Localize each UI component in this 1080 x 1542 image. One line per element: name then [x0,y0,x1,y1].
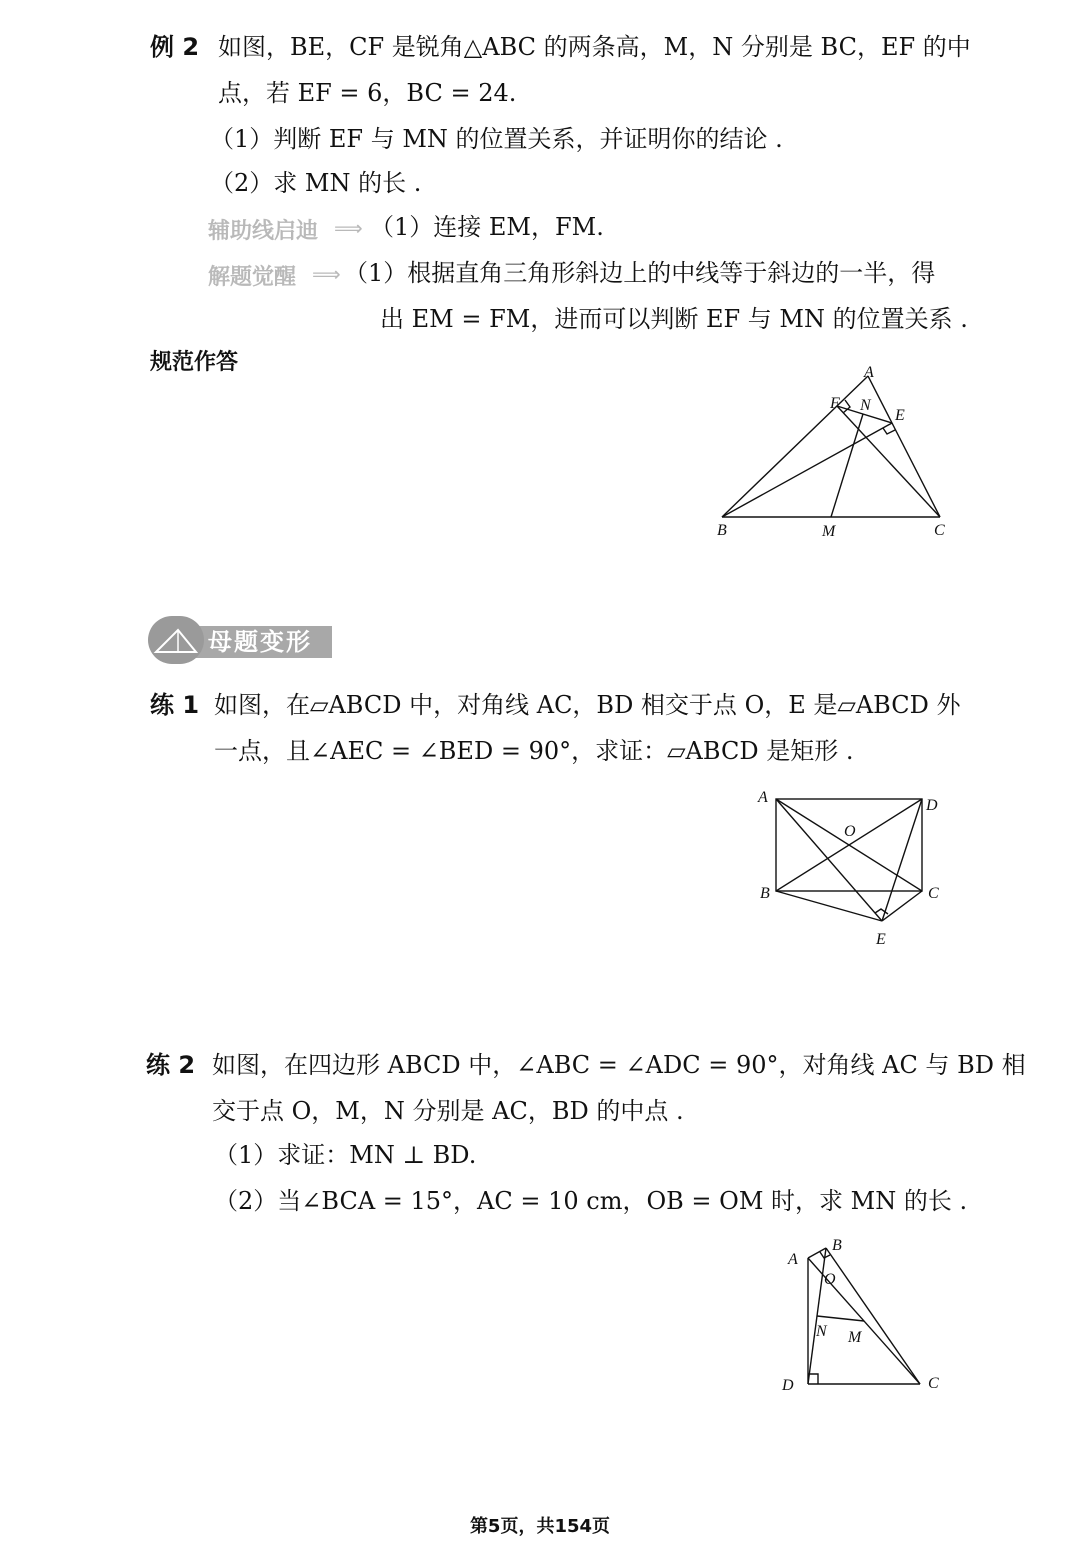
point-a-label: A [758,789,768,806]
point-o-label: O [844,823,856,840]
segment-mn [831,414,863,517]
hint-text: （1）连接 EM，FM. [370,213,604,241]
practice2-label: 练 2 [146,1051,196,1079]
point-m-label: M [848,1329,862,1346]
point-e-label: E [895,407,905,424]
example-figure [700,356,980,552]
point-b-label: B [717,522,727,539]
practice1-text-line2: 一点，且∠AEC = ∠BED = 90°，求证：▱ABCD 是矩形 . [214,737,854,765]
practice2-text-line1: 如图，在四边形 ABCD 中，∠ABC = ∠ADC = 90°，对角线 AC 与 BD 相 [212,1051,1026,1079]
banner-bar [188,626,332,658]
segment-be [776,891,882,921]
section-banner [148,616,332,664]
right-angle-e [883,428,895,434]
point-m-label: M [822,523,836,540]
point-n-label: N [860,397,871,414]
point-c-label: C [934,522,945,539]
point-b-label: B [832,1237,842,1254]
example-text-line1: 如图，BE，CF 是锐角△ABC 的两条高，M，N 分别是 BC，EF 的中 [218,33,971,61]
solve-text-line2: 出 EM = FM，进而可以判断 EF 与 MN 的位置关系 . [380,305,968,333]
banner-emblem-icon [148,616,204,664]
point-e-label: E [876,931,886,948]
segment-ab [722,376,868,517]
practice1-text-line1: 如图，在▱ABCD 中，对角线 AC，BD 相交于点 O，E 是▱ABCD 外 [214,691,961,719]
segment-ce [882,891,922,921]
right-angle-f [843,400,850,413]
practice2-text-line2: 交于点 O，M，N 分别是 AC，BD 的中点 . [212,1097,684,1125]
example-text-line2: 点，若 EF = 6，BC = 24. [218,79,517,107]
point-o-label: O [824,1271,836,1288]
segment-bc [826,1248,920,1384]
point-f-label: F [830,395,840,412]
example-question-1: （1）判断 EF 与 MN 的位置关系，并证明你的结论 . [210,125,783,153]
hint-label: 辅助线启迪 [208,219,319,244]
point-d-label: D [782,1377,794,1394]
example-question-2: （2）求 MN 的长 . [210,169,422,197]
practice2-question-1: （1）求证：MN ⊥ BD. [214,1141,477,1169]
point-d-label: D [926,797,938,814]
hint-arrow-icon: ⟹ [334,216,363,240]
point-c-label: C [928,885,939,902]
segment-ae [776,799,882,921]
example-label: 例 2 [150,33,200,61]
solve-text-line1: （1）根据直角三角形斜边上的中线等于斜边的一半，得 [344,259,936,287]
point-b-label: B [760,885,770,902]
point-c-label: C [928,1375,939,1392]
segment-mn [817,1316,864,1321]
point-a-label: A [864,364,874,381]
banner-title: 母题变形 [208,628,312,656]
solve-label: 解题觉醒 [208,265,297,290]
segment-ac [868,376,940,517]
page-number: 第5页，共154页 [469,1516,611,1537]
segment-de [882,799,922,921]
practice1-label: 练 1 [150,691,200,719]
practice2-question-2: （2）当∠BCA = 15°，AC = 10 cm，OB = OM 时，求 MN 的长 . [214,1187,968,1215]
answer-label: 规范作答 [150,350,239,375]
solve-arrow-icon: ⟹ [312,262,341,286]
practice1-figure [750,784,950,954]
point-a-label: A [788,1251,798,1268]
point-n-label: N [816,1323,827,1340]
practice2-figure [770,1226,960,1406]
